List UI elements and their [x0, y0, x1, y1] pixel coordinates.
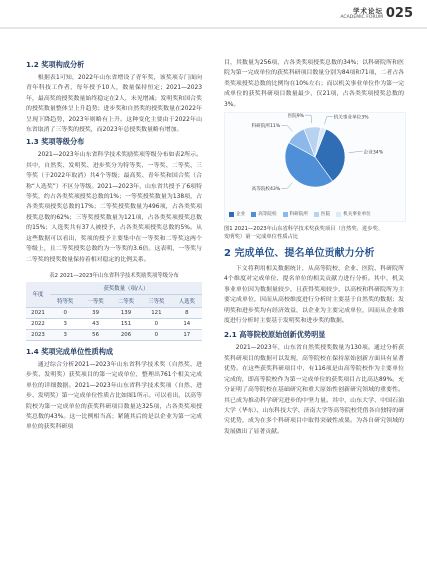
table-header: 一等奖: [80, 294, 110, 307]
table-cell: 0: [50, 307, 80, 318]
table-header: 人选奖: [172, 294, 202, 307]
table-row: [26, 329, 202, 340]
section-title: 1.3 奖项等级分布: [26, 137, 85, 147]
section-title: 1.4 奖项完成单位性质构成: [26, 346, 114, 356]
pie-label-leader: [281, 126, 292, 132]
figure-caption-line: 发明奖）第一完成单位性质占比: [224, 234, 299, 241]
paragraph: 2021—2023年山东省科学技术奖励奖项等级分布如表2所示。其中，自然奖、发明奖、进步奖分为特等奖、一等奖、二等奖、三等奖（于2022年取消）共4个等级；最高奖、青年奖和国合奖（合称“人选奖”）不区分等级。2021—2023年，山东省共授予了6项特等奖，约占各类奖项授奖总数的1%；一等奖授奖数量为138项，占各类奖项授奖总数的17%；二等奖授奖数量为496项，占各类奖项授奖总数的62%；三等奖授奖数量为121项，占各类奖项授奖总数的15%；人选奖共有37人被授予，占各类奖项授奖总数的5%。从这些数据可以看出，奖项的授予主要集中在一等奖和二等奖这两个等级上，且二等奖授奖总数约为一等奖的3.6倍。这表明，一等奖与二等奖的授奖数量保持着相对稳定的比例关系。: [26, 152, 202, 263]
legend-label: 机关事业单位: [343, 212, 371, 218]
legend-item: [229, 211, 245, 217]
paragraph: 根据表1可知，2022年山东省增设了青年奖，该奖项专门面向青年科技工作者，每年授予10人，数量保持恒定；2021—2023年，最高奖的授奖数量始终稳定在2人，未见增减；发明奖和国合奖的授奖数量整体呈上升趋势；进步奖和自然奖的授奖数量在2022年呈现下降趋势，2023年则略有上升。这种变化主要由于2022年山东省取消了三等奖的授奖，而2023年总授奖数量略有增加。: [26, 75, 202, 134]
table-cell: 8: [172, 307, 202, 318]
table-cell-year: 2023: [26, 329, 50, 340]
table-cell-year: 2021: [26, 307, 50, 318]
legend-item: [283, 211, 308, 217]
pie-label-leader: [349, 152, 363, 153]
table-cell: 14: [172, 318, 202, 329]
pie-label-leader: [281, 183, 292, 189]
pie-chart: [224, 112, 406, 222]
table-row: [26, 318, 202, 329]
table-cell: 0: [141, 318, 171, 329]
table-row: [26, 307, 202, 318]
pie-data-label: 企业34%: [363, 150, 384, 156]
table-cell: 206: [111, 329, 141, 340]
legend-label: 医院: [320, 212, 331, 218]
legend-swatch: [283, 212, 288, 217]
award-level-table: [26, 282, 202, 341]
table-cell: 139: [111, 307, 141, 318]
table-title: 表2 2021—2023年山东省科学技术奖励奖项等级分布: [49, 272, 179, 279]
legend-item: [251, 211, 276, 217]
legend-label: 科研院所: [289, 212, 308, 218]
table-cell: 17: [172, 329, 202, 340]
table-cell: 3: [50, 329, 80, 340]
pie-label-leader: [305, 115, 312, 123]
legend-label: 企业: [236, 212, 246, 218]
page-header: [0, 4, 427, 26]
page-number: 025: [385, 6, 413, 21]
section-title: 1.2 奖项构成分析: [26, 60, 85, 69]
table-cell: 43: [80, 318, 110, 329]
pie-chart-svg: [225, 113, 405, 221]
paragraph: 通过综合分析2021—2023年山东省科学技术奖（自然奖、进步奖、发明奖）获奖项目的第一完成单位，整理出761个相关完成单位的详细数据。2021—2023年山东省科学技术奖项（自然、进步、发明奖）第一完成单位性质占比如图1所示。可以看出，以高等院校为第一完成单位的获奖科研项目数量达325项，占各类奖项授奖总数的43%。这一比例相当高；紧随其后的是以企业为第一完成单位的获奖科研项: [26, 361, 202, 431]
legend-swatch: [251, 212, 256, 217]
table-group-header: 获奖数量（项/人）: [50, 282, 202, 295]
paragraph: 2021—2023年，山东省自然奖授奖数量为130项。通过分析获奖科研项目的数据可以发现，高等院校在保持原始创新方面具有显著优势。在这些获奖科研项目中，有116项是由高等院校作为主要单位完成的，即高等院校作为第一完成单位的获奖项目占比高达89%。充分证明了高等院校在基础研究和重大原始性创新研究领域的重要性。其已成为推动科学研究进步的中坚力量。其中，山东大学、中国石油大学（华东）、山东科技大学、济南大学等高等院校凭借各自独特的研究优势，成为在多个科研项目中取得突破性成果。为各自研究领域的发展做出了显著贡献。: [224, 345, 404, 435]
paragraph: 目，其数量为256项，占各类奖项授奖总数的34%；以科研院所和医院为第一完成单位的获奖科研项目数量分别为84项和71项，二者占各类奖项授奖总数的比例均在10%左右；而以机关事业单位作为第一完成单位的获奖科研项目数量最少，仅21项，占各类奖项授奖总数的3%。: [224, 60, 404, 108]
table-header: 二等奖: [111, 294, 141, 307]
table-cell-year: 2022: [26, 318, 50, 329]
section-title: 2 完成单位、提名单位贡献力分析: [224, 248, 375, 260]
legend-label: 高等院校: [258, 212, 277, 218]
pie-data-label: 科研院所11%: [251, 124, 281, 130]
table-cell: 0: [141, 329, 171, 340]
legend-swatch: [336, 212, 341, 217]
table-cell: 3: [50, 318, 80, 329]
figure-caption: [224, 225, 404, 241]
journal-subtitle: ACADEMIC FORUM: [340, 15, 383, 20]
chart-legend: [229, 211, 403, 217]
paragraph: 下文将利用相关数据统计，从高等院校、企业、医院、科研院所4个维度对完成单位、提名单位的相关贡献力进行分析。其中，机关事业单位因为数据量较少，且获得奖项较少，以高校和科研院所为主要完成单位，因而从高校维度进行分析时主要基于自然奖的数据；发明奖和进步奖均有经济效益，以企业为主要完成单位，因而从企业维度进行分析时主要基于发明奖和进步奖的数据。: [224, 266, 404, 325]
table-cell: 121: [141, 307, 171, 318]
table-header-year: 年度: [26, 282, 50, 308]
section-title: 2.1 高等院校原始创新优势明显: [224, 330, 326, 340]
table-header: 特等奖: [50, 294, 80, 307]
header-divider: [0, 27, 427, 29]
legend-swatch: [314, 212, 319, 217]
table-cell: 39: [80, 307, 110, 318]
figure-caption-line: 图1 2021—2023年山东省科学技术奖获奖项目（自然奖、进步奖、: [224, 226, 384, 233]
pie-data-label: 高等院校43%: [251, 187, 281, 193]
legend-item: [336, 211, 371, 217]
pie-label-leader: [324, 117, 332, 125]
left-column: [26, 60, 202, 435]
right-column: [224, 58, 404, 439]
pie-data-label: 医院9%: [287, 113, 305, 119]
table-header: 三等奖: [141, 294, 171, 307]
journal-title: 学术论坛: [353, 7, 383, 15]
table-cell: 151: [111, 318, 141, 329]
table-cell: 56: [80, 329, 110, 340]
legend-swatch: [229, 212, 234, 217]
pie-data-label: 机关事业单位3%: [333, 115, 369, 121]
legend-item: [314, 211, 330, 217]
